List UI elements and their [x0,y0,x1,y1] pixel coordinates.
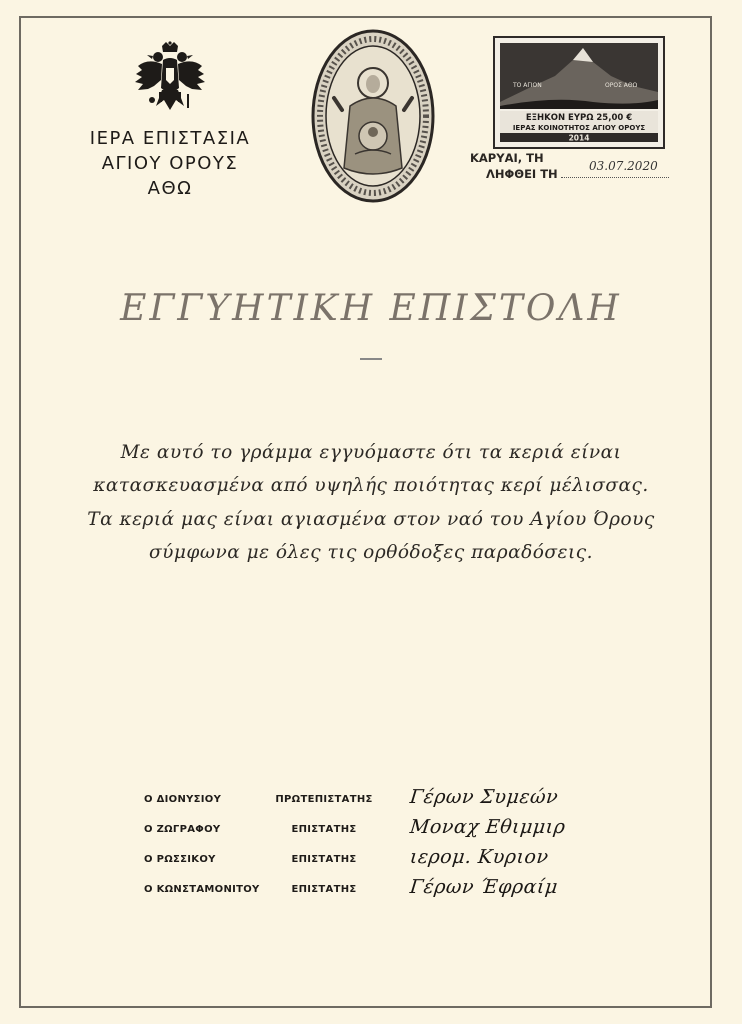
stamp-text-left: ΤΟ ΑΓΙΟΝ [513,82,542,89]
signer-role: ΕΠΙΣΤΑΤΗΣ [291,884,357,895]
signers-table [138,782,658,902]
signer-row [138,782,658,812]
received-row [470,166,700,182]
double-headed-eagle-icon [130,40,210,120]
issuer-line-3: ΑΘΩ [147,178,193,199]
signer-row [138,812,658,842]
signer-row [138,842,658,872]
signer-role: ΠΡΩΤΕΠΙΣΤΑΤΗΣ [275,794,373,805]
body-line-1: Με αυτό το γράμμα εγγυόμαστε ότι τα κεριά είναι [120,442,622,463]
signer-role: ΕΠΙΣΤΑΤΗΣ [291,854,357,865]
signer-monastery: Ο ΡΩΣΣΙΚΟΥ [144,854,216,865]
place-row [470,150,700,166]
issuer-line-2: ΑΓΙΟΥ ΟΡΟΥΣ [101,153,239,174]
signer-signature: ιερομ. Κυριον [408,846,550,868]
issuer-block [55,40,285,201]
handwritten-date: 03.07.2020 [589,159,658,173]
signer-monastery: Ο ΔΙΟΝΥΣΙΟΥ [144,794,222,805]
place-date-block [470,150,700,182]
body-line-2: κατασκευασμένα από υψηλής ποιότητας κερί μέλισσας. [93,475,649,496]
signer-signature: Μοναχ Εθιμμιρ [408,816,567,838]
place-label: ΚΑΡΥΑΙ, ΤΗ [470,151,544,165]
issuer-line-1: ΙΕΡΑ ΕΠΙΣΤΑΣΙΑ [89,128,251,149]
signer-role: ΕΠΙΣΤΑΤΗΣ [291,824,357,835]
document-title: ΕΓΓΥΗΤΙΚΗ ΕΠΙΣΤΟΛΗ [120,288,622,329]
body-line-3: Τα κεριά μας είναι αγιασμένα στον ναό του Αγίου Όρους [87,509,655,530]
stamp-text-right: ΟΡΟΣ ΑΘΩ [605,82,638,89]
stamp-year: 2014 [568,133,590,143]
signer-monastery: Ο ΚΩΝΣΤΑΜΟΝΙΤΟΥ [144,884,260,895]
stamp-value: ΕΞΗΚΟΝ ΕΥΡΩ 25,00 € [525,113,633,123]
title-divider [360,358,382,360]
signer-signature: Γέρων Έφραίμ [408,876,559,898]
body-line-4: σύμφωνα με όλες τις ορθόδοξες παραδόσεις. [149,542,593,563]
fee-stamp [493,36,665,149]
signer-monastery: Ο ΖΩΓΡΑΦΟΥ [144,824,221,835]
stamp-issuer: ΙΕΡΑΣ ΚΟΙΝΟΤΗΤΟΣ ΑΓΙΟΥ ΟΡΟΥΣ [512,124,646,132]
document-body [30,436,712,569]
signer-row [138,872,658,902]
signer-signature: Γέρων Συμεών [408,786,560,808]
virgin-mary-seal-icon [310,28,436,204]
received-label: ΛΗΦΘΕΙ ΤΗ [486,167,558,181]
